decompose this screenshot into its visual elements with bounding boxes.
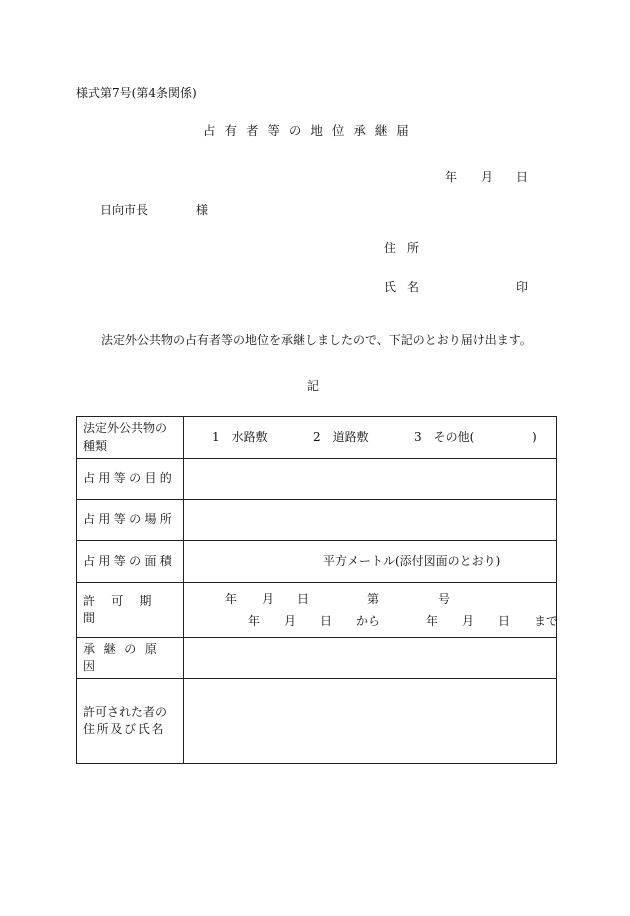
- label-permitee: [77, 679, 184, 764]
- permit-year: 年: [225, 592, 238, 606]
- label-permitee-line1: 許可された者の: [83, 704, 168, 719]
- field-reason[interactable]: [184, 638, 557, 679]
- end-day: 日: [498, 614, 511, 628]
- label-kind-line2: 種類: [83, 438, 108, 453]
- field-area[interactable]: [184, 541, 557, 583]
- addressee-honorific: 様: [196, 203, 209, 217]
- name-label: 氏 名: [384, 280, 423, 294]
- label-permitee-line2: 住所及び氏名: [83, 722, 166, 736]
- option-other[interactable]: 3 その他(: [414, 430, 475, 444]
- area-unit-text: 平方メートル(添付図面のとおり): [323, 554, 501, 568]
- field-period[interactable]: [184, 583, 557, 638]
- permit-number-prefix: 第: [367, 592, 380, 606]
- row-kind: [77, 417, 557, 459]
- row-area: [77, 541, 557, 583]
- label-purpose: 占用等の目的: [77, 459, 184, 500]
- row-period: [77, 583, 557, 638]
- form-number: 様式第7号(第4条関係): [76, 86, 197, 100]
- start-day: 日: [320, 614, 333, 628]
- option-waterway[interactable]: 1 水路敷: [212, 430, 268, 444]
- address-label: 住 所: [384, 241, 423, 255]
- row-permitee: [77, 679, 557, 764]
- row-purpose: [77, 459, 557, 500]
- addressee-name: 日向市長: [100, 203, 149, 217]
- permit-day: 日: [297, 592, 310, 606]
- date-day: 日: [516, 170, 529, 184]
- field-purpose[interactable]: [184, 459, 557, 500]
- row-reason: [77, 638, 557, 679]
- permit-month: 月: [262, 592, 275, 606]
- note-heading: 記: [307, 379, 320, 393]
- period-until: まで: [534, 614, 559, 628]
- date-year: 年: [445, 170, 458, 184]
- end-month: 月: [462, 614, 475, 628]
- seal-mark: 印: [516, 280, 529, 294]
- field-kind[interactable]: [184, 417, 557, 459]
- label-kind: [77, 417, 184, 459]
- period-from: から: [356, 614, 381, 628]
- start-year: 年: [248, 614, 261, 628]
- form-table: [76, 416, 557, 764]
- end-year: 年: [426, 614, 439, 628]
- option-other-close: ): [532, 430, 537, 444]
- field-permitee[interactable]: [184, 679, 557, 764]
- label-period: 許可期間: [77, 583, 184, 638]
- permit-number-suffix: 号: [438, 592, 451, 606]
- label-reason: 承継の原因: [77, 638, 184, 679]
- date-month: 月: [481, 170, 494, 184]
- label-kind-line1: 法定外公共物の: [83, 421, 168, 436]
- page-title: 占 有 者 等 の 地 位 承 継 届: [203, 123, 412, 138]
- start-month: 月: [284, 614, 297, 628]
- label-place: 占用等の場所: [77, 500, 184, 541]
- field-place[interactable]: [184, 500, 557, 541]
- statement-text: 法定外公共物の占有者等の地位を承継しましたので、下記のとおり届け出ます。: [101, 333, 532, 347]
- label-area: 占用等の面積: [77, 541, 184, 583]
- row-place: [77, 500, 557, 541]
- option-road[interactable]: 2 道路敷: [313, 430, 369, 444]
